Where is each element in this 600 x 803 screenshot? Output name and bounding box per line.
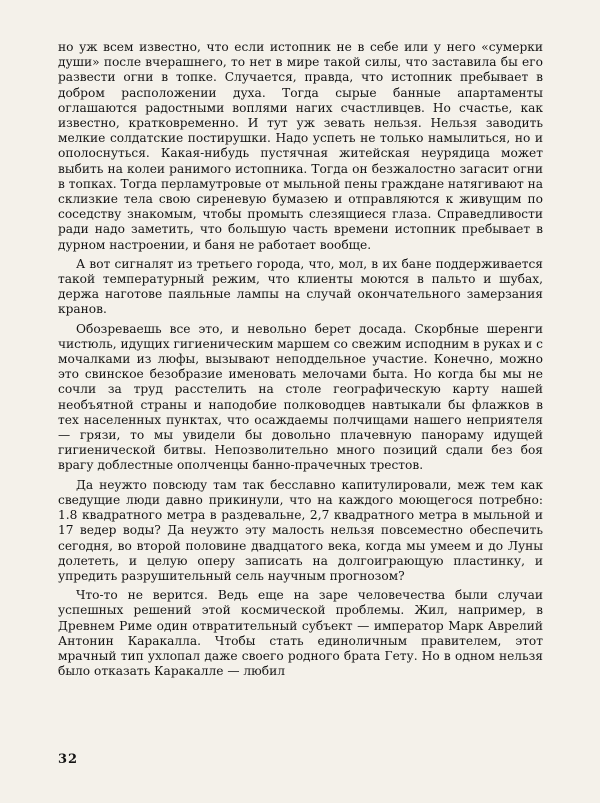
paragraph-2: А вот сигналят из третьего города, что, мол, в их бане поддерживается такой температурный режим, что клиенты моются в пальто и шубах, держа наготове паяльные лампы на случай окончательного замерзания кранов. [58,256,543,317]
paragraph-5: Что-то не верится. Ведь еще на заре человечества были случаи успешных решений этой космической проблемы. Жил, например, в Древнем Риме один отвратительный субъект — император Марк Аврелий Антонин Каракалла. Чтобы стать единоличным правителем, этот мрачный тип ухлопал даже своего родного брата Гету. Но в одном нельзя было отказать Каракалле — любил [58,588,543,679]
paragraph-4: Да неужто повсюду там так бесславно капитулировали, меж тем как сведущие люди давно прикинули, что на каждого моющегося потребно: 1.8 квадратного метра в раздевальне, 2,7 квадратного метра в мыльной и 17 ведер воды? Да неужто эту малость нельзя повсеместно обеспечить сегодня, во второй половине двадцатого века, когда мы умеем и до Луны долететь, и целую оперу записать на долгоиграющую пластинку, и упредить разрушительный сель научным прогнозом? [58,477,543,583]
paragraph-3: Обозреваешь все это, и невольно берет досада. Скорбные шеренги чистюль, идущих гигиеническим маршем со свежим исподним в руках и с мочалками из люфы, вызывают неподдельное участие. Конечно, можно это свинское безобразие именовать мелочами быта. Но когда бы мы не сочли за труд расстелить на столе географическую карту нашей необъятной страны и наподобие полководцев навтыкали бы флажков в тех населенных пунктах, что осаждаемы полчищами нашего неприятеля — грязи, то мы увидели бы довольно плачевную панораму идущей гигиенической битвы. Непозволительно много позиций сдали без боя врагу доблестные ополченцы банно-прачечных трестов. [58,321,543,473]
paragraph-1: но уж всем известно, что если истопник не в себе или у него «сумерки души» после вчерашнего, то нет в мире такой силы, что заставила бы его развести огни в топке. Случается, правда, что истопник пребывает в добром расположении духа. Тогда сырые банные апартаменты оглашаются радостными воплями нагих счастливцев. Но счастье, как известно, кратковременно. И тут уж зевать нельзя. Нельзя заводить мелкие солдатские постирушки. Надо успеть не только намылиться, но и ополоснуться. Какая-нибудь пустячная житейская неурядица может выбить на колеи ранимого истопника. Тогда он безжалостно загасит огни в топках. Тогда перламутровые от мыльной пены граждане натягивают на склизкие тела свою сиреневую бумазею и отправляются к живущим по соседству знакомым, чтобы промыть слезящиеся глаза. Справедливости ради надо заметить, что большую часть времени истопник пребывает в дурном настроении, и баня не работает вообще. [58,40,543,252]
text-column [58,40,543,679]
page-number: 32 [58,752,79,767]
